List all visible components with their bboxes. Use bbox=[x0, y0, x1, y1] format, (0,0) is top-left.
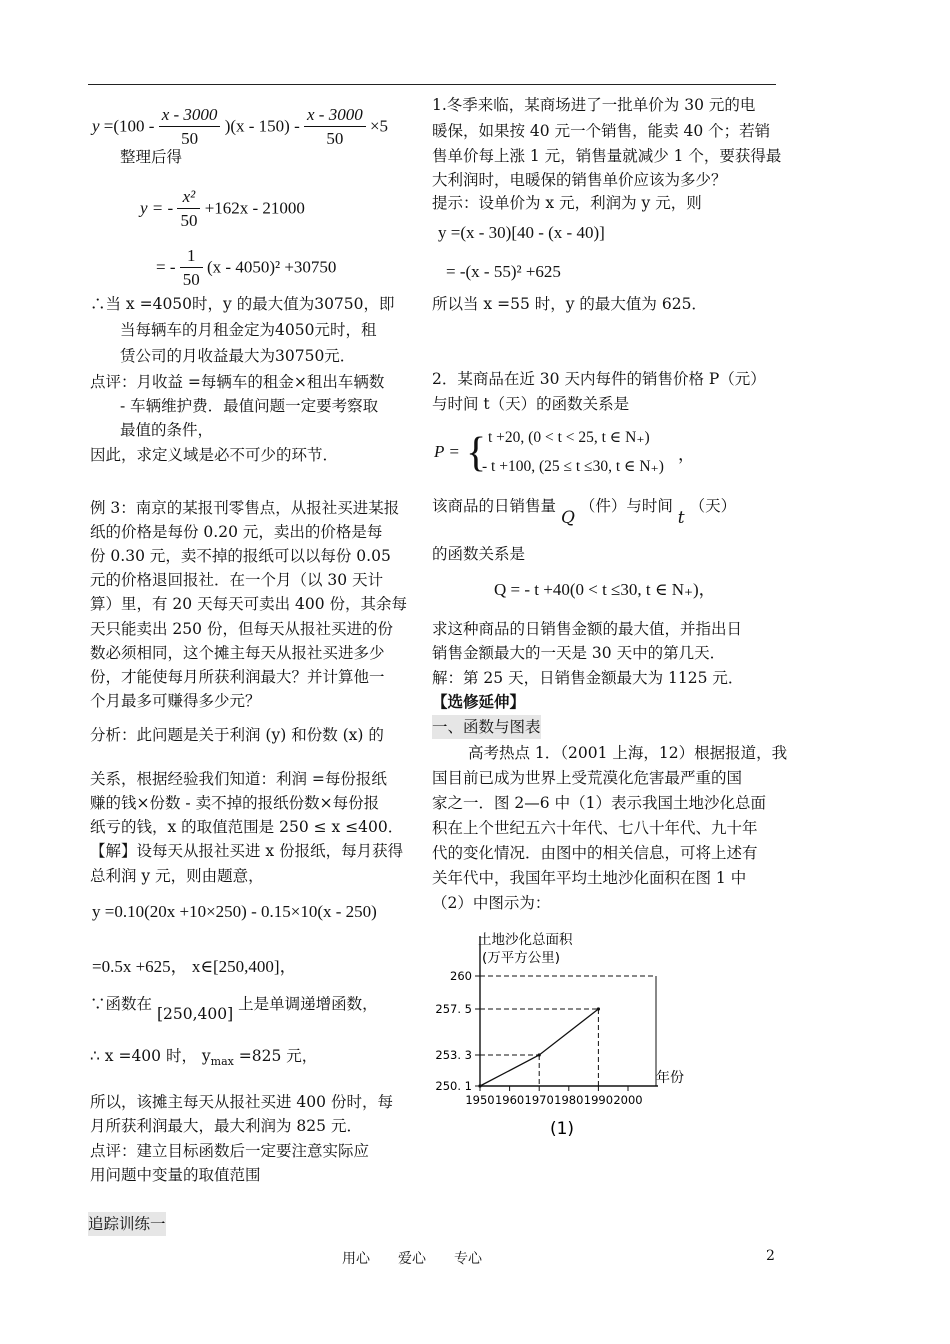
text-line: 份 0.30 元，卖不掉的报纸可以以每份 0.05 bbox=[90, 547, 391, 565]
x-tick-label: 2000 bbox=[613, 1093, 643, 1107]
text-line: 纸的价格是每份 0.20 元，卖出的价格是每 bbox=[90, 523, 383, 541]
y-tick-label: 250. 1 bbox=[435, 1079, 472, 1093]
text-line: 关系，根据经验我们知道：利润 =每份报纸 bbox=[90, 770, 387, 788]
text-line: 点评：建立目标函数后一定要注意实际应 bbox=[90, 1142, 370, 1160]
text-line: 月所获利润最大，最大利润为 825 元． bbox=[90, 1117, 362, 1135]
equation-hint: y =(x - 30)[40 - (x - 40)] bbox=[438, 223, 605, 242]
text-line: - 车辆维护费．最值问题一定要考察取 bbox=[120, 397, 379, 415]
fraction: $\frac{x - 3000}{50}$ bbox=[159, 104, 221, 151]
text-line: 1.冬季来临，某商场进了一批单价为 30 元的电 bbox=[432, 96, 756, 114]
text-line: 因此，求定义域是必不可少的环节． bbox=[90, 446, 339, 464]
text-line: 份，才能使每月所获利润最大？并计算他一 bbox=[90, 668, 385, 686]
equation-profit: y =0.10(20x +10×250) - 0.15×10(x - 250) bbox=[92, 902, 377, 921]
text-line: 与时间 t（天）的函数关系是 bbox=[432, 395, 630, 413]
text-line: ∵函数在 [250,400] 上是单调递增函数， bbox=[90, 995, 378, 1023]
text-line: 求这种商品的日销售金额的最大值，并指出日 bbox=[432, 620, 743, 638]
text-line: 点评：月收益 =每辆车的租金×租出车辆数 bbox=[90, 373, 385, 391]
equation-profit-simplified: =0.5x +625， x∈[250,400]， bbox=[92, 957, 297, 976]
text-line: 赁公司的月收益最大为30750元． bbox=[120, 347, 356, 365]
text-line: 用问题中变量的取值范围 bbox=[90, 1166, 261, 1184]
chart-caption: (1) bbox=[549, 1119, 575, 1139]
text-line: 暖保，如果按 40 元一个销售，能卖 40 个；若销 bbox=[432, 122, 771, 140]
fraction: $\frac{x - 3000}{50}$ bbox=[304, 104, 366, 151]
comma: ， bbox=[678, 445, 695, 464]
text-line: 【解】设每天从报社买进 x 份报纸，每月获得 bbox=[90, 842, 404, 860]
y-tick-label: 260 bbox=[450, 969, 472, 983]
text-line: 总利润 y 元，则由题意， bbox=[90, 867, 264, 885]
text-line: 高考热点 1．（2001 上海，12）根据报道，我 bbox=[468, 744, 788, 762]
data-point bbox=[538, 1053, 541, 1056]
text-line: 关年代中，我国年平均土地沙化面积在图 1 中 bbox=[432, 869, 747, 887]
x-tick-label: 1980 bbox=[554, 1093, 584, 1107]
section-heading: 一、函数与图表 bbox=[432, 715, 541, 739]
equation-revenue: y =(100 - $\frac{x - 3000}{50}$ )(x - 150) - $\frac{x - 3000}{50}$ ×5 bbox=[92, 104, 388, 151]
y-axis-title: 土地沙化总面积 bbox=[478, 932, 573, 948]
equation-case-1: t +20, (0 < t < 25, t ∈ N₊) bbox=[488, 429, 650, 446]
text-line: 赚的钱×份数 - 卖不掉的报纸份数×每份报 bbox=[90, 794, 380, 812]
equation-hint-vertex: = -(x - 55)² +625 bbox=[446, 262, 561, 281]
x-tick-label: 1960 bbox=[494, 1093, 525, 1107]
x-tick-label: 1970 bbox=[524, 1093, 554, 1107]
text-line: 数必须相同，这个摊主每天从报社买进多少 bbox=[90, 644, 385, 662]
text-line: 销售金额最大的一天是 30 天中的第几天． bbox=[432, 644, 726, 662]
text-line: 提示：设单价为 x 元，利润为 y 元，则 bbox=[432, 194, 702, 212]
text-line: 大利润时，电暖保的销售单价应该为多少？ bbox=[432, 171, 727, 189]
y-tick-label: 257. 5 bbox=[435, 1002, 472, 1016]
desertification-chart bbox=[420, 924, 700, 1144]
text-line: 天只能卖出 250 份，但每天从报社买进的份 bbox=[90, 620, 393, 638]
text-line: 分析：此问题是关于利润 (y) 和份数 (x) 的 bbox=[90, 726, 384, 744]
text-line: ∴当 x =4050时，y 的最大值为30750，即 bbox=[90, 295, 395, 313]
y-axis-unit: (万平方公里) bbox=[482, 950, 561, 966]
text-line: 该商品的日销售量 Q （件）与时间 t （天） bbox=[432, 497, 737, 528]
text-line: 代的变化情况．由图中的相关信息，可将上述有 bbox=[432, 844, 758, 862]
equation-vertex-form: = - $\frac{1}{50}$ (x - 4050)² +30750 bbox=[156, 245, 336, 292]
footer-slogan: 用心 爱心 专心 bbox=[342, 1251, 482, 1267]
x-axis-title: 年份 bbox=[656, 1070, 684, 1086]
equation-quantity: Q = - t +40(0 < t ≤30, t ∈ N₊)， bbox=[494, 580, 716, 599]
text-line: 家之一．图 2—6 中（1）表示我国土地沙化总面 bbox=[432, 794, 766, 812]
text-line: 所以，该摊主每天从报社买进 400 份时，每 bbox=[90, 1093, 393, 1111]
text-line: （2）中图示为： bbox=[432, 894, 551, 912]
fraction: $\frac{1}{50}$ bbox=[180, 245, 203, 292]
text-line: 当每辆车的月租金定为4050元时，租 bbox=[120, 321, 377, 339]
y-tick-label: 253. 3 bbox=[435, 1048, 472, 1062]
text-line: 所以当 x =55 时，y 的最大值为 625． bbox=[432, 295, 707, 313]
x-tick-label: 1950 bbox=[465, 1093, 495, 1107]
text-line: 整理后得 bbox=[120, 148, 183, 166]
header-rule bbox=[88, 84, 776, 85]
fraction: $\frac{\text{x²}}{50}$ bbox=[177, 186, 200, 233]
section-heading: 追踪训练一 bbox=[88, 1212, 166, 1236]
text-line: 最值的条件， bbox=[120, 421, 214, 439]
text-line: 算）里，有 20 天每天可卖出 400 份，其余每 bbox=[90, 595, 408, 613]
text-line: 售单价每上涨 1 元，销售量就减少 1 个，要获得最 bbox=[432, 147, 782, 165]
page-number: 2 bbox=[766, 1248, 775, 1264]
text-line: 例 3：南京的某报刊零售点，从报社买进某报 bbox=[90, 499, 400, 517]
data-point bbox=[478, 1084, 481, 1087]
text-line: 解：第 25 天，日销售金额最大为 1125 元． bbox=[432, 669, 744, 687]
brace-symbol: { bbox=[466, 430, 487, 476]
text-line: 纸亏的钱，x 的取值范围是 250 ≤ x ≤400． bbox=[90, 818, 404, 836]
text-line: ∴ x =400 时， $y_{max} =825$ 元， bbox=[90, 1047, 318, 1069]
equation-price-label: P = bbox=[434, 442, 460, 461]
text-line: 个月最多可赚得多少元？ bbox=[90, 692, 261, 710]
section-heading: 【选修延伸】 bbox=[432, 692, 526, 711]
x-tick-label: 1990 bbox=[583, 1093, 614, 1107]
text-line: 国目前已成为世界上受荒漠化危害最严重的国 bbox=[432, 769, 743, 787]
equation-simplified: y = - $\frac{\text{x²}}{50}$ +162x - 21000 bbox=[140, 186, 305, 233]
text-line: 2．某商品在近 30 天内每件的销售价格 P（元） bbox=[432, 370, 766, 388]
data-point bbox=[597, 1007, 600, 1010]
text-line: 元的价格退回报社．在一个月（以 30 天计 bbox=[90, 571, 384, 589]
equation-case-2: - t +100, (25 ≤ t ≤30, t ∈ N₊) bbox=[482, 458, 664, 475]
text-line: 积在上个世纪五六十年代、七八十年代、九十年 bbox=[432, 819, 758, 837]
text-line: 的函数关系是 bbox=[432, 545, 526, 563]
